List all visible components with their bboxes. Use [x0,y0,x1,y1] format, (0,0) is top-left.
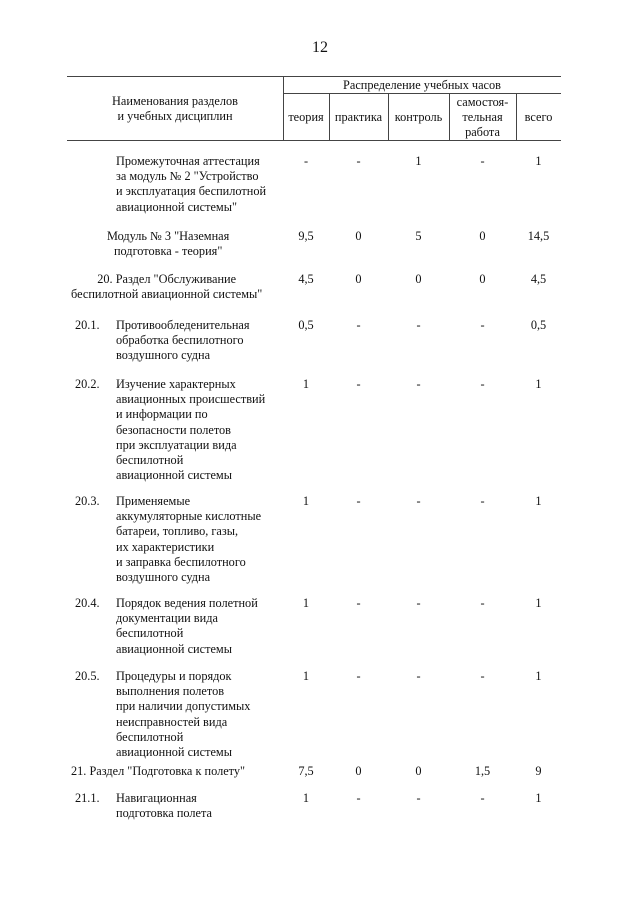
row-theory: 4,5 [298,272,314,286]
header-practice: практика [334,110,383,124]
row-name-line: авиационной системы [116,468,232,483]
row-practice: 0 [355,229,362,243]
page-number: 12 [312,39,328,56]
row-control: - [416,669,421,683]
row-practice: 0 [355,272,362,286]
row-name [116,318,250,364]
row-total: 14,5 [527,229,550,243]
header-self-work [449,95,516,141]
row-practice: - [356,596,361,610]
row-total: 1 [535,791,542,805]
row-name-line: Навигационная [116,791,197,805]
row-name-line: и информации по [116,407,208,422]
row-total: 1 [535,154,542,168]
row-self-work: - [480,494,485,508]
row-name-line: их характеристики [116,539,215,554]
row-theory: 9,5 [298,229,314,243]
row-total: 1 [535,596,542,610]
row-self-work: 1,5 [474,764,491,778]
row-control: 0 [415,272,422,286]
row-name-line: авиационной системы [116,641,232,656]
row-name [107,229,229,259]
row-name-line: авиационной системы [116,745,232,760]
row-theory: 1 [302,377,310,391]
row-name-line: 21. Раздел "Подготовка к полету" [71,764,246,778]
header-total: всего [524,110,553,124]
row-number: 20.3. [75,494,100,508]
row-name-line: подготовка полета [116,806,212,821]
row-name-line: и эксплуатация беспилотной [116,184,267,199]
header-self-work-line: работа [465,125,500,140]
row-name-line: Применяемые [116,494,191,508]
header-name-column [67,94,283,124]
row-name-line: Порядок ведения полетной [116,596,258,610]
row-theory: 1 [302,791,310,805]
row-name [116,791,212,821]
header-name-line: и учебных дисциплин [117,109,233,124]
row-theory: 0,5 [298,318,314,332]
row-total: 4,5 [530,272,547,286]
row-name-line: Промежуточная аттестация [116,154,260,168]
row-number: 20.2. [75,377,100,391]
row-number: 21.1. [75,791,100,805]
row-name [116,494,261,585]
row-name-line: беспилотной [116,626,184,641]
row-name [116,596,258,657]
row-control: - [416,596,421,610]
row-number: 20.1. [75,318,100,332]
row-control: 5 [415,229,422,243]
row-self-work: - [480,596,485,610]
row-name [116,377,265,483]
row-control: - [416,318,421,332]
row-name-line: 20. Раздел "Обслуживание [97,272,237,286]
row-self-work: - [480,154,485,168]
row-name-line: безопасности полетов [116,422,231,437]
row-total: 1 [535,377,542,391]
row-self-work: - [480,791,485,805]
row-practice: - [356,154,361,168]
row-control: 0 [415,764,422,778]
row-name-line: Модуль № 3 "Наземная [107,229,230,243]
row-control: - [416,791,421,805]
row-name-line: Противообледенительная [116,318,250,332]
row-name-line: авиационных происшествий [116,392,266,407]
row-number: 20.4. [75,596,100,610]
row-theory: 1 [302,669,310,683]
row-theory: 1 [302,596,310,610]
row-name-line: Процедуры и порядок [116,669,232,683]
row-theory: - [303,154,309,168]
header-self-work-line: самостоя- [456,95,509,109]
row-name-line: за модуль № 2 "Устройство [116,169,259,184]
header-control: контроль [394,110,443,124]
header-name-line: Наименования разделов [112,94,238,108]
row-name-line: беспилотной авиационной системы" [71,287,263,302]
row-practice: - [356,669,361,683]
row-name-line: аккумуляторные кислотные [116,509,262,524]
row-name-line: при наличии допустимых [116,699,251,714]
row-name-line: при эксплуатации вида [116,437,237,452]
header-top-rule [67,76,561,77]
row-name [71,764,245,779]
row-name [71,272,262,302]
row-name-line: и заправка беспилотного [116,554,246,569]
row-control: 1 [415,154,422,168]
row-self-work: - [480,318,485,332]
row-total: 1 [535,494,542,508]
row-name-line: авиационной системы" [116,199,237,214]
row-name-line: подготовка - теория" [113,244,223,259]
row-total: 0,5 [530,318,547,332]
row-practice: - [356,377,361,391]
row-control: - [416,377,421,391]
row-name-line: беспилотной [116,729,184,744]
header-self-work-line: тельная [462,110,503,125]
row-name-line: воздушного судна [116,570,211,585]
row-number: 20.5. [75,669,100,683]
row-name-line: беспилотной [116,453,184,468]
row-name-line: воздушного судна [116,348,211,363]
row-theory: 1 [302,494,310,508]
row-name [116,154,266,215]
row-total: 9 [535,764,542,778]
header-theory: теория [288,110,324,124]
row-name [116,669,250,760]
row-theory: 7,5 [298,764,314,778]
row-self-work: 0 [479,229,486,243]
row-name-line: Изучение характерных [116,377,236,391]
row-name-line: неисправностей вида [116,714,228,729]
row-practice: - [356,791,361,805]
header-distribution: Распределение учебных часов [343,78,501,92]
row-practice: - [356,494,361,508]
row-self-work: - [480,669,485,683]
row-control: - [416,494,421,508]
row-practice: 0 [355,764,362,778]
row-self-work: 0 [479,272,486,286]
row-name-line: батареи, топливо, газы, [116,524,239,539]
row-self-work: - [480,377,485,391]
row-total: 1 [535,669,542,683]
row-name-line: выполнения полетов [116,684,225,699]
row-name-line: обработка беспилотного [116,333,244,348]
row-name-line: документации вида [116,611,218,626]
row-practice: - [356,318,361,332]
